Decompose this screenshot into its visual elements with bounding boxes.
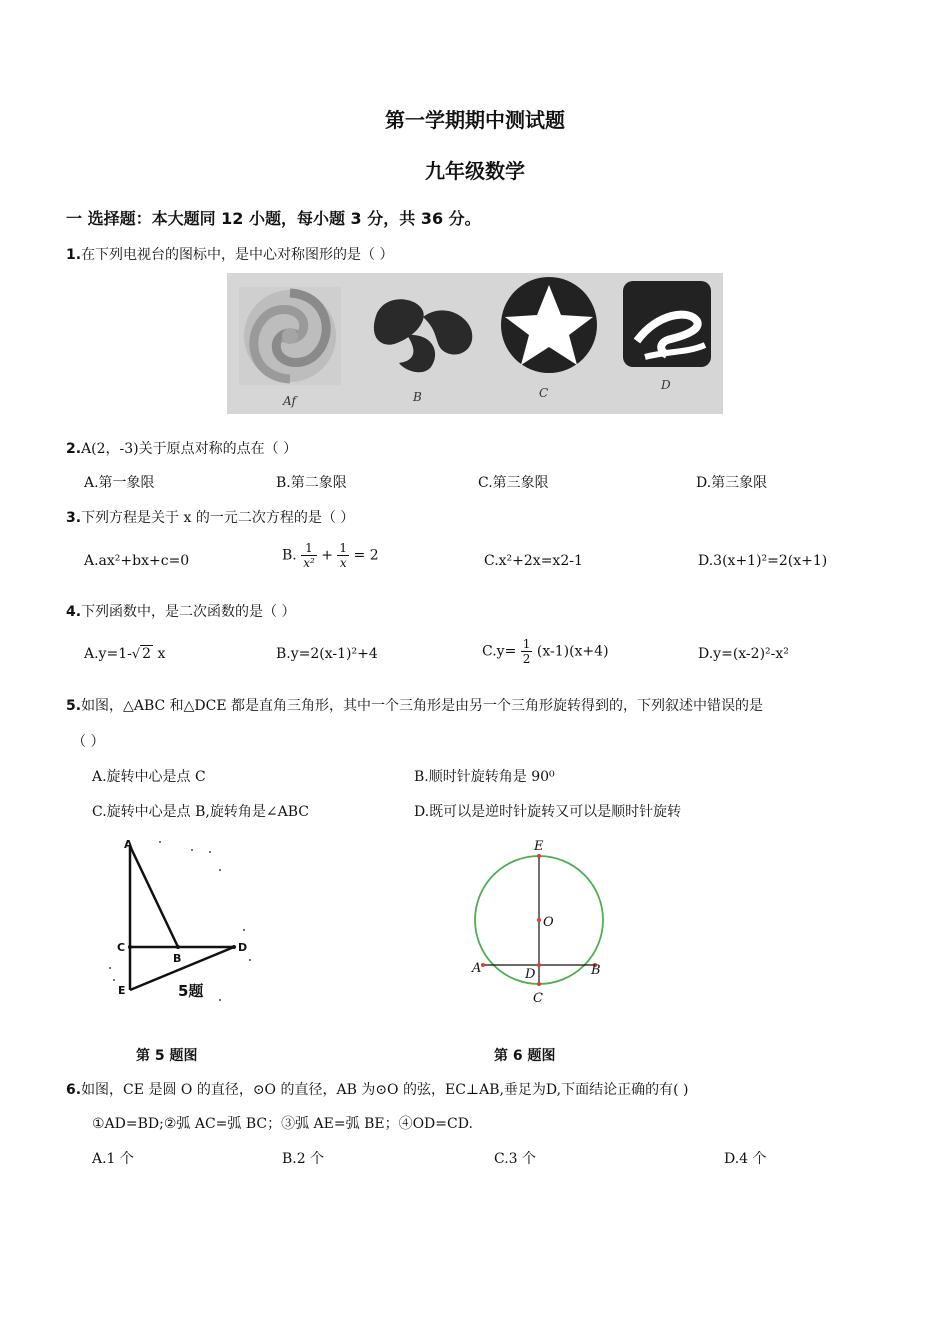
q4-option-a-prefix: A.y=1- <box>84 646 132 662</box>
section-heading: 一 选择题：本大题同 12 小题，每小题 3 分，共 36 分。 <box>66 209 481 228</box>
fraction-numerator: 1 <box>339 541 348 555</box>
q4-option-c <box>482 637 609 666</box>
fraction-numerator: 1 <box>522 637 531 651</box>
figure-6 <box>466 836 616 1010</box>
tv-logos-image <box>227 273 723 414</box>
question-number: 2. <box>66 441 82 457</box>
q4-option-c-prefix: C.y= <box>482 643 517 660</box>
fig6-label-e: E <box>534 839 544 854</box>
q2-option-a: A.第一象限 <box>84 475 155 491</box>
fig6-label-a: A <box>472 961 482 976</box>
question-4 <box>66 601 296 621</box>
fraction-1-over-x2 <box>301 541 317 570</box>
q6-option-c: C.3 个 <box>494 1151 537 1167</box>
q5-option-b: B.顺时针旋转角是 90⁰ <box>414 769 555 785</box>
q2-option-b: B.第二象限 <box>276 475 347 491</box>
fig5-label-c: C <box>117 941 126 954</box>
logo-c-star <box>501 277 597 373</box>
question-number: 6. <box>66 1082 82 1098</box>
fig6-label-c: C <box>533 991 543 1006</box>
logo-b <box>374 299 472 372</box>
logo-d-wave <box>623 281 711 367</box>
q3-option-d: D.3(x+1)²=2(x+1) <box>698 553 828 569</box>
fig6-label-d: D <box>525 967 536 982</box>
page-title: 第一学期期中测试题 <box>385 108 565 132</box>
q4-option-a-suffix: x <box>153 646 166 662</box>
sqrt-radicand: 2 <box>142 646 152 662</box>
fig5-label-d: D <box>238 941 248 954</box>
q5-option-d: D.既可以是逆时针旋转又可以是顺时针旋转 <box>414 804 682 820</box>
question-text: 如图，△ABC 和△DCE 都是直角三角形，其中一个三角形是由另一个三角形旋转得到的，下列叙述中错误的是 <box>81 698 764 714</box>
fig6-label-b: B <box>591 963 601 978</box>
q5-option-c: C.旋转中心是点 B,旋转角是∠ABC <box>92 804 309 820</box>
logo-a-swirl <box>239 287 341 385</box>
question-text: 在下列电视台的图标中，是中心对称图形的是（ ） <box>81 247 394 263</box>
figure-6-svg <box>466 836 616 1010</box>
question-text: A(2，-3)关于原点对称的点在（ ） <box>81 441 298 457</box>
q4-option-c-suffix: (x-1)(x+4) <box>536 643 609 660</box>
question-text: 下列方程是关于 x 的一元二次方程的是（ ） <box>81 510 355 526</box>
question-6 <box>66 1079 688 1099</box>
equals-two: = 2 <box>353 547 379 564</box>
q6-option-b: B.2 个 <box>282 1151 325 1167</box>
plus-sign: + <box>321 547 333 564</box>
q5-option-a: A.旋转中心是点 C <box>92 769 206 785</box>
question-5 <box>66 695 763 715</box>
q3-option-c: C.x²+2x=x2-1 <box>484 553 583 569</box>
figure-5 <box>100 830 270 1010</box>
fig6-label-o: O <box>543 915 554 930</box>
question-number: 1. <box>66 247 82 263</box>
q4-option-b: B.y=2(x-1)²+4 <box>276 646 378 662</box>
question-number: 4. <box>66 604 82 620</box>
q2-option-d: D.第三象限 <box>696 475 768 491</box>
question-text: 下列函数中，是二次函数的是（ ） <box>81 604 296 620</box>
question-text: 如图，CE 是圆 O 的直径，⊙O 的直径，AB 为⊙O 的弦，EC⊥AB,垂足为D,下面结论正确的有( ) <box>81 1082 689 1098</box>
logo-label-a: Af <box>283 394 296 408</box>
q6-option-d: D.4 个 <box>724 1151 767 1167</box>
tv-logos-svg <box>227 273 723 414</box>
fig5-tag: 5题 <box>178 982 204 1000</box>
sqrt-symbol: √ <box>131 647 141 662</box>
q6-statements: ①AD=BD;②弧 AC=弧 BC；③弧 AE=弧 BE；④OD=CD. <box>92 1116 473 1132</box>
fraction-denominator: x <box>339 556 347 570</box>
q3-option-b-prefix: B. <box>282 547 297 564</box>
question-number: 3. <box>66 510 82 526</box>
logo-label-c: C <box>539 386 549 400</box>
page-subtitle: 九年级数学 <box>425 159 525 183</box>
logo-label-b: B <box>413 390 422 404</box>
figure-6-caption: 第 6 题图 <box>494 1048 556 1064</box>
q3-option-a: A.ax²+bx+c=0 <box>84 553 190 569</box>
fig5-label-b: B <box>173 952 182 965</box>
fraction-numerator: 1 <box>301 541 317 556</box>
q3-option-b <box>282 541 379 570</box>
fraction-1-over-x <box>337 541 349 570</box>
fraction-denominator: x² <box>303 556 315 570</box>
fraction-one-half <box>521 637 533 666</box>
fraction-denominator: 2 <box>522 652 531 666</box>
figure-5-caption: 第 5 题图 <box>136 1048 198 1064</box>
q6-option-a: A.1 个 <box>92 1151 134 1167</box>
q4-option-d: D.y=(x-2)²-x² <box>698 646 789 662</box>
question-number: 5. <box>66 698 82 714</box>
figure-5-svg <box>100 830 270 1010</box>
logo-label-d: D <box>661 378 671 392</box>
q2-option-c: C.第三象限 <box>478 475 549 491</box>
q4-option-a <box>84 646 165 662</box>
fig5-label-a: A <box>124 838 133 851</box>
q5-answer-paren: （ ） <box>72 734 105 750</box>
question-1 <box>66 244 394 264</box>
figure-5-lines <box>130 846 234 990</box>
question-3 <box>66 507 354 527</box>
question-2 <box>66 438 297 458</box>
fig5-label-e: E <box>118 984 126 997</box>
